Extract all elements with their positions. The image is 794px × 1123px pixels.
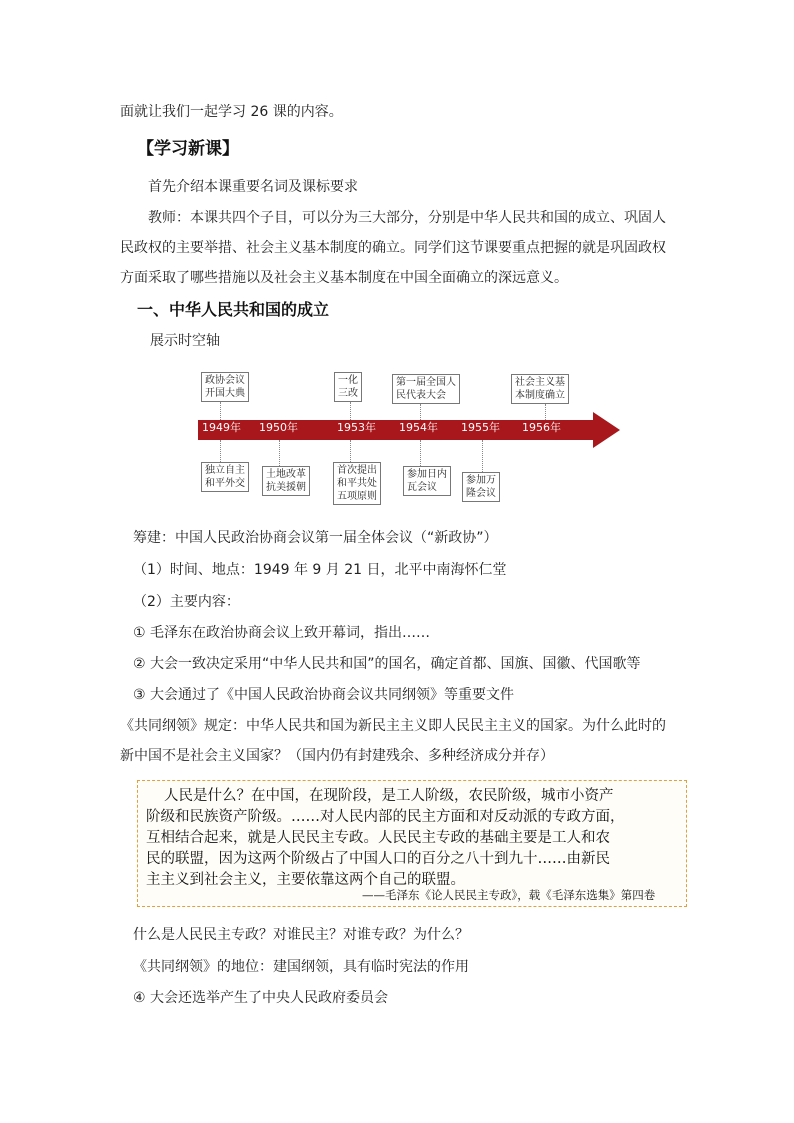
event-zhengxie-kaiguo: 政协会议 开国大典 xyxy=(201,372,249,402)
connector xyxy=(350,440,351,462)
timeline xyxy=(198,366,626,506)
timeline-caption: 展示时空轴 xyxy=(150,333,220,349)
event-five-principles: 首次提出 和平共处 五项原则 xyxy=(333,462,381,505)
year-label: 1950年 xyxy=(259,421,298,434)
connector xyxy=(279,440,280,466)
time-place: （1）时间、地点：1949 年 9 月 21 日，北平中南海怀仁堂 xyxy=(133,562,507,578)
content-item-1: ① 毛泽东在政治协商会议上致开幕词，指出…… xyxy=(133,625,430,641)
quote-source: ——毛泽东《论人民民主专政》，载《毛泽东选集》第四卷 xyxy=(362,888,656,902)
intro-line: 面就让我们一起学习 26 课的内容。 xyxy=(120,104,343,120)
year-label: 1955年 xyxy=(461,421,500,434)
connector xyxy=(482,440,483,472)
preparation: 筹建：中国人民政治协商会议第一届全体会议（“新政协”） xyxy=(133,530,498,546)
gangling-para-line-2: 新中国不是社会主义国家？（国内仍有封建残余、多种经济成分并存） xyxy=(120,748,554,764)
connector xyxy=(420,440,421,466)
connector xyxy=(420,404,421,420)
connector xyxy=(350,402,351,420)
part1-heading: 一、中华人民共和国的成立 xyxy=(137,300,330,319)
event-yihua-sangai: 一化 三改 xyxy=(334,372,362,402)
content-item-4: ④ 大会还选举产生了中央人民政府委员会 xyxy=(133,990,388,1006)
year-label: 1956年 xyxy=(522,421,561,434)
year-label: 1954年 xyxy=(399,421,438,434)
connector xyxy=(220,440,221,462)
event-land-reform: 土地改革 抗美援朝 xyxy=(262,466,310,496)
connector xyxy=(545,404,546,420)
question: 什么是人民民主专政？对谁民主？对谁专政？为什么？ xyxy=(133,927,469,943)
quote-line: 互相结合起来，就是人民民主专政。人民民主专政的基础主要是工人和农 xyxy=(146,830,610,846)
intro-keywords: 首先介绍本课重要名词及课标要求 xyxy=(148,179,358,195)
event-socialist-system: 社会主义基 本制度确立 xyxy=(511,374,569,404)
event-independent-diplomacy: 独立自主 和平外交 xyxy=(201,462,249,492)
quote-line: 主主义到社会主义，主要依靠这两个自己的联盟。 xyxy=(146,872,465,888)
main-content-label: （2）主要内容： xyxy=(133,594,240,610)
event-first-npc: 第一届全国人 民代表大会 xyxy=(392,374,460,404)
quote-line: 人民是什么？在中国，在现阶段，是工人阶级，农民阶级，城市小资产 xyxy=(164,788,614,804)
connector xyxy=(220,402,221,420)
teacher-para-line-1: 教师：本课共四个子目，可以分为三大部分，分别是中华人民共和国的成立、巩固人 xyxy=(148,210,666,226)
quote-line: 阶级和民族资产阶级。……对人民内部的民主方面和对反动派的专政方面， xyxy=(146,809,625,825)
event-bandung: 参加万 隆会议 xyxy=(462,472,500,502)
content-item-3: ③ 大会通过了《中国人民政治协商会议共同纲领》等重要文件 xyxy=(133,687,514,703)
quote-box xyxy=(137,780,687,907)
event-geneva: 参加日内 瓦会议 xyxy=(403,466,451,496)
year-label: 1949年 xyxy=(202,421,241,434)
content-item-2: ② 大会一致决定采用“中华人民共和国”的国名，确定首都、国旗、国徽、代国歌等 xyxy=(133,656,641,672)
teacher-para-line-2: 民政权的主要举措、社会主义基本制度的确立。同学们这节课要重点把握的就是巩固政权 xyxy=(120,240,666,256)
quote-line: 民的联盟，因为这两个阶级占了中国人口的百分之八十到九十……由新民 xyxy=(146,851,610,867)
gangling-para-line-1: 《共同纲领》规定：中华人民共和国为新民主主义即人民民主主义的国家。为什么此时的 xyxy=(120,718,666,734)
section-heading: 【学习新课】 xyxy=(137,139,239,159)
year-label: 1953年 xyxy=(337,421,376,434)
gangling-status: 《共同纲领》的地位：建国纲领，具有临时宪法的作用 xyxy=(133,959,469,975)
teacher-para-line-3: 方面采取了哪些措施以及社会主义基本制度在中国全面确立的深远意义。 xyxy=(120,270,568,286)
